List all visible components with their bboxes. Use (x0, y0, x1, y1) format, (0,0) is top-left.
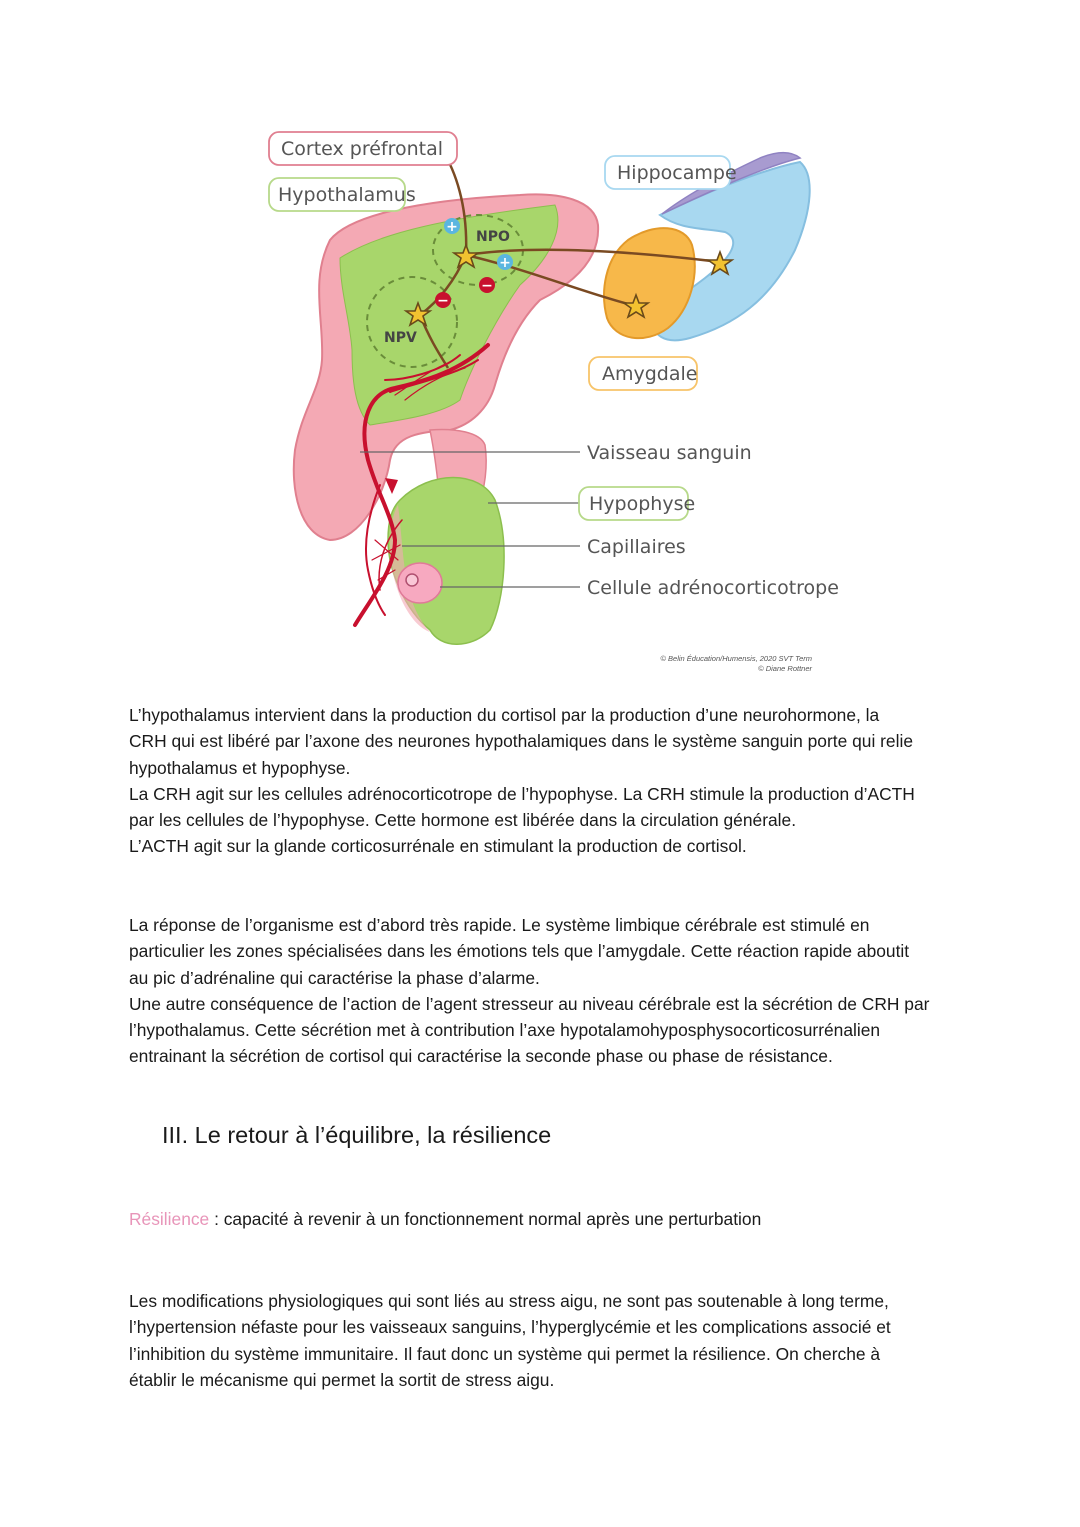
svg-text:−: − (437, 293, 449, 309)
p3-line-4: établir le mécanisme qui permet la sortit de stress aigu. (129, 1369, 555, 1390)
plus-sign-2 (497, 254, 513, 271)
p2-line-4: Une autre conséquence de l’action de l’agent stresseur au niveau cérébrale est la sécrétion de CRH par (129, 993, 930, 1014)
credit-line-1: © Belin Éducation/Humensis, 2020 SVT Term (660, 654, 812, 663)
blood-flow-arrow (385, 478, 398, 494)
paragraph-response (129, 912, 951, 1070)
section-title: III. Le retour à l’équilibre, la résilience (162, 1122, 552, 1148)
p2-line-3: au pic d’adrénaline qui caractérise la phase d’alarme. (129, 967, 540, 988)
svg-text:+: + (499, 255, 511, 271)
p1-line-4: La CRH agit sur les cellules adrénocorticotrope de l’hypophyse. La CRH stimule la production d’ACTH (129, 783, 915, 804)
p2-line-1: La réponse de l’organisme est d’abord très rapide. Le système limbique cérébrale est stimulé en (129, 915, 870, 935)
cortex-label: Cortex préfrontal (281, 138, 444, 160)
p3-line-3: l’inhibition du système immunitaire. Il faut donc un système qui permet la résilience. On cherche à (129, 1343, 881, 1364)
plus-sign-1 (444, 218, 460, 235)
amygdale-label: Amygdale (602, 363, 698, 385)
npo-label: NPO (476, 229, 510, 245)
minus-sign-1 (479, 277, 495, 294)
p1-line-6: L’ACTH agit sur la glande corticosurrénale en stimulant la production de cortisol. (129, 836, 747, 857)
hypophyse-label: Hypophyse (589, 493, 696, 515)
p2-line-5: l’hypothalamus. Cette sécrétion met à contribution l’axe hypotalamohyposphysocorticosurrénalien (129, 1020, 881, 1041)
resilience-definition (129, 1209, 761, 1230)
p1-line-3: hypothalamus et hypophyse. (129, 757, 351, 778)
hippocampe-label: Hippocampe (617, 162, 737, 184)
p1-line-1: L’hypothalamus intervient dans la production du cortisol par la production d’une neurohormone, la (129, 705, 880, 725)
hypothalamus-label: Hypothalamus (278, 184, 416, 206)
minus-sign-2 (435, 292, 451, 309)
p1-line-2: CRH qui est libéré par l’axone des neurones hypothalamiques dans le système sanguin porte qui relie (129, 731, 913, 752)
cellule-label: Cellule adrénocorticotrope (587, 577, 839, 599)
pituitary-shape (388, 478, 504, 645)
paragraph-resilience (129, 1288, 951, 1393)
p3-line-1: Les modifications physiologiques qui sont liés au stress aigu, ne sont pas soutenable à long terme, (129, 1291, 889, 1311)
p3-line-2: l’hypertension néfaste pour les vaisseaux sanguins, l’hyperglycémie et les complications associé et (129, 1317, 891, 1338)
paragraph-hypothalamus-crh (129, 702, 951, 860)
hpa-axis-diagram (0, 0, 1080, 700)
vaisseau-label: Vaisseau sanguin (587, 442, 752, 464)
p2-line-2: particulier les zones spécialisées dans les émotions tels que l’amygdale. Cette réaction rapide aboutit (129, 941, 910, 962)
credit-line-2: © Diane Rottner (758, 664, 812, 673)
svg-text:+: + (446, 219, 458, 235)
capillaires-label: Capillaires (587, 536, 686, 558)
p2-line-6: entrainant la sécrétion de cortisol qui caractérise la seconde phase ou phase de résistance. (129, 1046, 833, 1067)
adrenocorticotropic-cell (398, 563, 442, 603)
definition-text: : capacité à revenir à un fonctionnement normal après une perturbation (209, 1209, 762, 1229)
npv-label: NPV (384, 330, 417, 346)
p1-line-5: par les cellules de l’hypophyse. Cette hormone est libérée dans la circulation générale. (129, 810, 797, 831)
definition-term: Résilience (129, 1209, 210, 1229)
svg-text:−: − (481, 278, 493, 294)
cell-nucleus (406, 574, 418, 586)
